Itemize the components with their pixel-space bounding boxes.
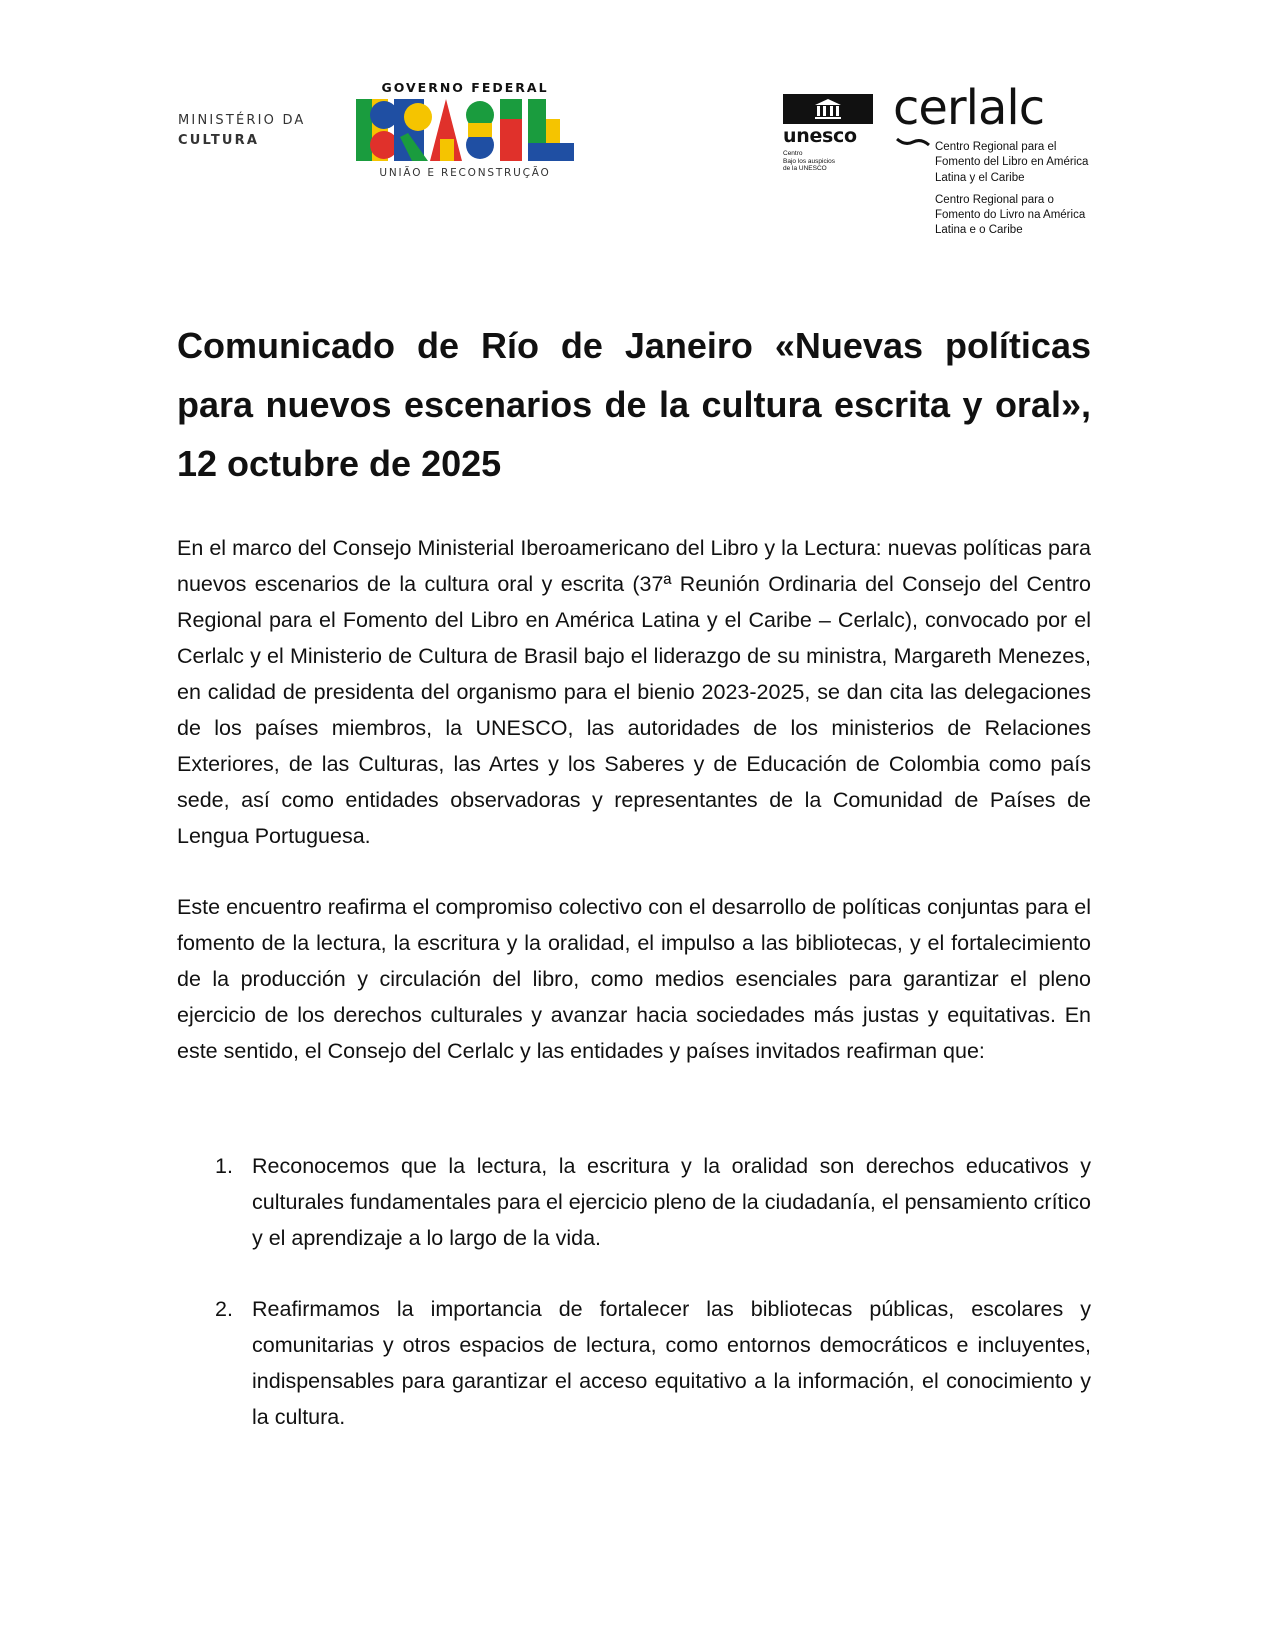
- unesco-logo: [783, 94, 875, 173]
- cerlalc-logo: [893, 82, 1113, 246]
- governo-federal-logo: [356, 80, 574, 179]
- cerlalc-pt-line3: Latina e o Caribe: [935, 224, 1023, 237]
- cerlalc-name: cerlalc: [893, 80, 1045, 136]
- brasil-wordmark-icon: [356, 99, 574, 161]
- cerlalc-es-line2: Fomento del Libro en América: [935, 156, 1089, 169]
- unesco-small-line1: Centro: [783, 150, 803, 157]
- cerlalc-pt-line1: Centro Regional para o: [935, 193, 1054, 206]
- unesco-small-line2: Bajo los auspicios: [783, 157, 836, 165]
- paragraph-commitment: Este encuentro reafirma el compromiso colectivo con el desarrollo de políticas conjuntas para el fomento de la lectura, la escritura y la oralidad, el impulso a las bibliotecas, y el fortalecimiento de la producción y circulación del libro, como medios esenciales para garantizar el pleno ejercicio de los derechos culturales y avanzar hacia sociedades más justas y equitativas. En este sentido, el Consejo del Cerlalc y las entidades y países invitados reafirman que:: [177, 895, 1091, 1063]
- ministerio-line1: MINISTÉRIO DA: [178, 113, 306, 128]
- unesco-auspices: [783, 150, 875, 173]
- cerlalc-es-line1: Centro Regional para el: [935, 141, 1057, 153]
- cerlalc-es-line3: Latina y el Caribe: [935, 171, 1025, 184]
- uniao-reconstrucao-label: UNIÃO E RECONSTRUÇÃO: [379, 167, 551, 179]
- cerlalc-description: [935, 140, 1113, 239]
- list-item-number: 1.: [215, 1154, 233, 1178]
- ministerio-line2: CULTURA: [178, 133, 260, 148]
- unesco-small-line3: de la UNESCO: [783, 165, 827, 172]
- list-item-text: Reafirmamos la importancia de fortalecer las bibliotecas públicas, escolares y comunitarias y otros espacios de lectura, como entornos democráticos e incluyentes, indispensables para garantizar el acceso equitativo a la información, el conocimiento y la cultura.: [252, 1297, 1091, 1429]
- ministerio-cultura-logo: [178, 111, 306, 151]
- list-item-text: Reconocemos que la lectura, la escritura y la oralidad son derechos educativos y culturales fundamentales para el ejercicio pleno de la ciudadanía, el pensamiento crítico y el aprendizaje a lo largo de la vida.: [252, 1154, 1092, 1250]
- cerlalc-pt-line2: Fomento do Livro na América: [935, 209, 1086, 222]
- document-title: Comunicado de Río de Janeiro «Nuevas políticas para nuevos escenarios de la cultura escrita y oral», 12 octubre de 2025: [177, 325, 1091, 484]
- book-wave-icon: [896, 137, 930, 147]
- unesco-name: unesco: [783, 125, 857, 147]
- paragraph-intro: En el marco del Consejo Ministerial Iberoamericano del Libro y la Lectura: nuevas políticas para nuevos escenarios de la cultura oral y escrita (37ª Reunión Ordinaria del Consejo del Centro Regional para el Fomento del Libro en América Latina y el Caribe – Cerlalc), convocado por el Cerlalc y el Ministerio de Cultura de Brasil bajo el liderazgo de su ministra, Margareth Menezes, en calidad de presidenta del organismo para el bienio 2023-2025, se dan cita las delegaciones de los países miembros, la UNESCO, las autoridades de los ministerios de Relaciones Exteriores, de las Culturas, las Artes y los Saberes y de Educación de Colombia como país sede, así como entidades observadoras y representantes de la Comunidad de Países de Lengua Portuguesa.: [177, 536, 1091, 848]
- unesco-temple-icon: [783, 94, 873, 124]
- list-item-number: 2.: [215, 1297, 233, 1321]
- governo-federal-label: GOVERNO FEDERAL: [381, 80, 549, 95]
